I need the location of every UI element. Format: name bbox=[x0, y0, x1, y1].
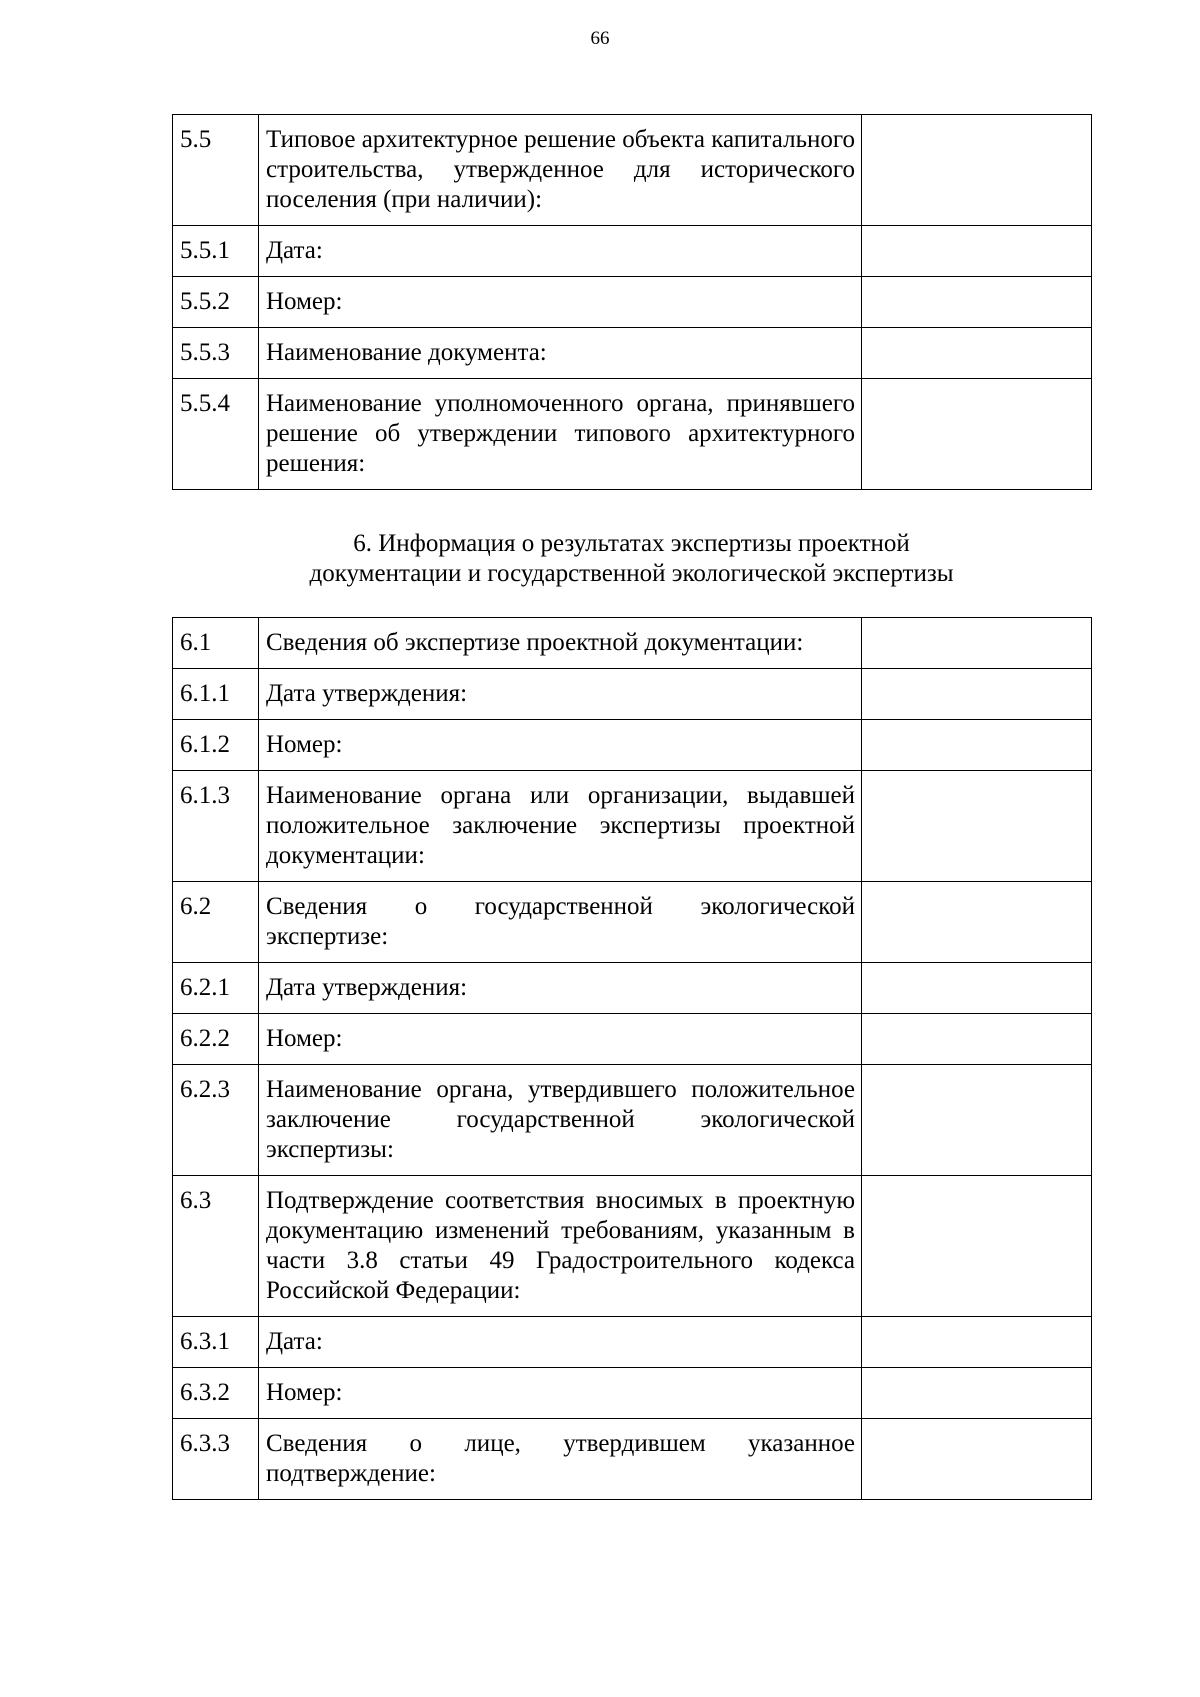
table-row bbox=[173, 379, 1092, 490]
row-number: 6.1 bbox=[173, 618, 259, 669]
row-number: 5.5.3 bbox=[173, 328, 259, 379]
row-label: Наименование органа или организации, выдавшей положительное заключение экспертизы проектной документации: bbox=[259, 771, 862, 882]
row-number: 6.3.3 bbox=[173, 1419, 259, 1500]
row-label: Номер: bbox=[259, 277, 862, 328]
page-number: 66 bbox=[590, 28, 610, 49]
table-row bbox=[173, 618, 1092, 669]
row-label: Дата утверждения: bbox=[259, 963, 862, 1014]
row-value-cell[interactable] bbox=[862, 277, 1092, 328]
row-label: Номер: bbox=[259, 1368, 862, 1419]
row-value-cell[interactable] bbox=[862, 669, 1092, 720]
row-number: 6.3.1 bbox=[173, 1317, 259, 1368]
row-number: 5.5.2 bbox=[173, 277, 259, 328]
table-row bbox=[173, 1368, 1092, 1419]
row-number: 5.5.1 bbox=[173, 226, 259, 277]
row-label: Номер: bbox=[259, 720, 862, 771]
row-value-cell[interactable] bbox=[862, 1419, 1092, 1500]
row-label: Наименование документа: bbox=[259, 328, 862, 379]
table-row bbox=[173, 771, 1092, 882]
row-label: Дата: bbox=[259, 226, 862, 277]
table-row bbox=[173, 1176, 1092, 1317]
row-value-cell[interactable] bbox=[862, 226, 1092, 277]
row-number: 6.1.3 bbox=[173, 771, 259, 882]
row-value-cell[interactable] bbox=[862, 1176, 1092, 1317]
row-value-cell[interactable] bbox=[862, 882, 1092, 963]
table-row bbox=[173, 669, 1092, 720]
table-row bbox=[173, 328, 1092, 379]
row-label: Подтверждение соответствия вносимых в проектную документацию изменений требованиям, указанным в части 3.8 статьи 49 Градостроительного кодекса Российской Федерации: bbox=[259, 1176, 862, 1317]
row-value-cell[interactable] bbox=[862, 1014, 1092, 1065]
row-value-cell[interactable] bbox=[862, 618, 1092, 669]
row-number: 6.2 bbox=[173, 882, 259, 963]
row-number: 6.3.2 bbox=[173, 1368, 259, 1419]
table-row bbox=[173, 115, 1092, 226]
row-value-cell[interactable] bbox=[862, 1065, 1092, 1176]
section-6-heading bbox=[172, 529, 1091, 589]
row-number: 5.5.4 bbox=[173, 379, 259, 490]
row-label: Сведения о государственной экологической экспертизе: bbox=[259, 882, 862, 963]
row-label: Наименование уполномоченного органа, принявшего решение об утверждении типового архитектурного решения: bbox=[259, 379, 862, 490]
table-row bbox=[173, 720, 1092, 771]
row-number: 6.2.1 bbox=[173, 963, 259, 1014]
row-value-cell[interactable] bbox=[862, 720, 1092, 771]
row-label: Дата: bbox=[259, 1317, 862, 1368]
row-number: 6.3 bbox=[173, 1176, 259, 1317]
table-row bbox=[173, 1317, 1092, 1368]
row-value-cell[interactable] bbox=[862, 379, 1092, 490]
row-value-cell[interactable] bbox=[862, 963, 1092, 1014]
row-value-cell[interactable] bbox=[862, 328, 1092, 379]
row-number: 6.1.1 bbox=[173, 669, 259, 720]
row-value-cell[interactable] bbox=[862, 771, 1092, 882]
row-label: Сведения о лице, утвердившем указанное подтверждение: bbox=[259, 1419, 862, 1500]
table-row bbox=[173, 277, 1092, 328]
row-label: Номер: bbox=[259, 1014, 862, 1065]
table-row bbox=[173, 1065, 1092, 1176]
row-number: 6.2.3 bbox=[173, 1065, 259, 1176]
row-number: 6.1.2 bbox=[173, 720, 259, 771]
row-number: 6.2.2 bbox=[173, 1014, 259, 1065]
table-architectural-solution bbox=[172, 114, 1092, 490]
table-row bbox=[173, 1419, 1092, 1500]
row-value-cell[interactable] bbox=[862, 115, 1092, 226]
row-value-cell[interactable] bbox=[862, 1317, 1092, 1368]
table-row bbox=[173, 882, 1092, 963]
table-expertise-results bbox=[172, 617, 1092, 1500]
row-label: Наименование органа, утвердившего положительное заключение государственной экологической экспертизы: bbox=[259, 1065, 862, 1176]
section-heading-line: документации и государственной экологической экспертизы bbox=[309, 560, 954, 587]
row-value-cell[interactable] bbox=[862, 1368, 1092, 1419]
row-number: 5.5 bbox=[173, 115, 259, 226]
table-row bbox=[173, 963, 1092, 1014]
table-row bbox=[173, 1014, 1092, 1065]
row-label: Типовое архитектурное решение объекта капитального строительства, утвержденное для исторического поселения (при наличии): bbox=[259, 115, 862, 226]
table-row bbox=[173, 226, 1092, 277]
section-heading-line: 6. Информация о результатах экспертизы проектной bbox=[353, 530, 910, 557]
row-label: Сведения об экспертизе проектной документации: bbox=[259, 618, 862, 669]
row-label: Дата утверждения: bbox=[259, 669, 862, 720]
